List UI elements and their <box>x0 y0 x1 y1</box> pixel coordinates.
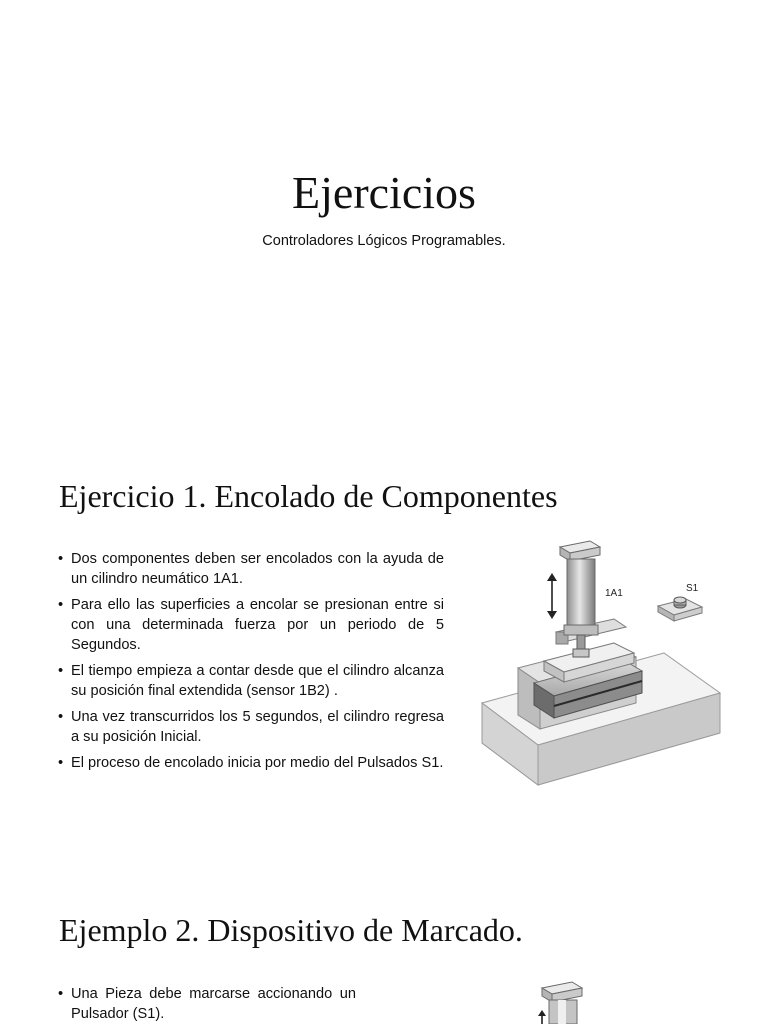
bullet-text: Una Pieza debe marcarse accionando un Pulsador (S1). <box>71 986 356 1022</box>
bullet-icon: • <box>58 597 64 613</box>
bullet-text: El tiempo empieza a contar desde que el cilindro alcanza su posición final extendida (sensor 1B2) . <box>71 663 444 699</box>
bullet-icon: • <box>58 755 64 771</box>
exercise1-title: Ejercicio 1. Encolado de Componentes <box>59 478 558 514</box>
bullet-icon: • <box>58 551 64 567</box>
exercise1-bullet-list <box>58 549 444 779</box>
bullet-icon: • <box>58 709 64 725</box>
example2-slide <box>0 885 768 1024</box>
bullet-icon: • <box>58 663 64 679</box>
title-slide <box>0 0 768 445</box>
exercise1-slide <box>0 445 768 885</box>
list-item <box>58 661 444 701</box>
list-item <box>58 595 444 655</box>
page-subtitle: Controladores Lógicos Programables. <box>262 233 506 249</box>
bullet-text: Para ello las superficies a encolar se presionan entre si con una determinada fuerza por un periodo de 5 Segundos. <box>71 597 444 653</box>
list-item <box>58 707 444 747</box>
motion-arrow-icon <box>547 573 557 619</box>
list-item <box>58 984 356 1024</box>
bullet-text: Una vez transcurridos los 5 segundos, el cilindro regresa a su posición Inicial. <box>71 709 444 745</box>
example2-bullet-list <box>58 984 356 1030</box>
gluing-device-illustration <box>474 533 722 793</box>
bullet-icon: • <box>58 986 64 1002</box>
page-title: Ejercicios <box>292 167 476 218</box>
marking-device-illustration <box>520 978 600 1024</box>
list-item <box>58 753 444 773</box>
cylinder-label: 1A1 <box>605 588 623 599</box>
list-item <box>58 549 444 589</box>
bullet-text: El proceso de encolado inicia por medio del Pulsados S1. <box>71 755 444 771</box>
button-label: S1 <box>686 583 699 594</box>
cylinder-top <box>542 982 582 1024</box>
push-button-s1 <box>658 597 702 621</box>
bullet-text: Dos componentes deben ser encolados con la ayuda de un cilindro neumático 1A1. <box>71 551 444 587</box>
motion-arrow-icon <box>538 1010 546 1024</box>
example2-title: Ejemplo 2. Dispositivo de Marcado. <box>59 912 523 948</box>
